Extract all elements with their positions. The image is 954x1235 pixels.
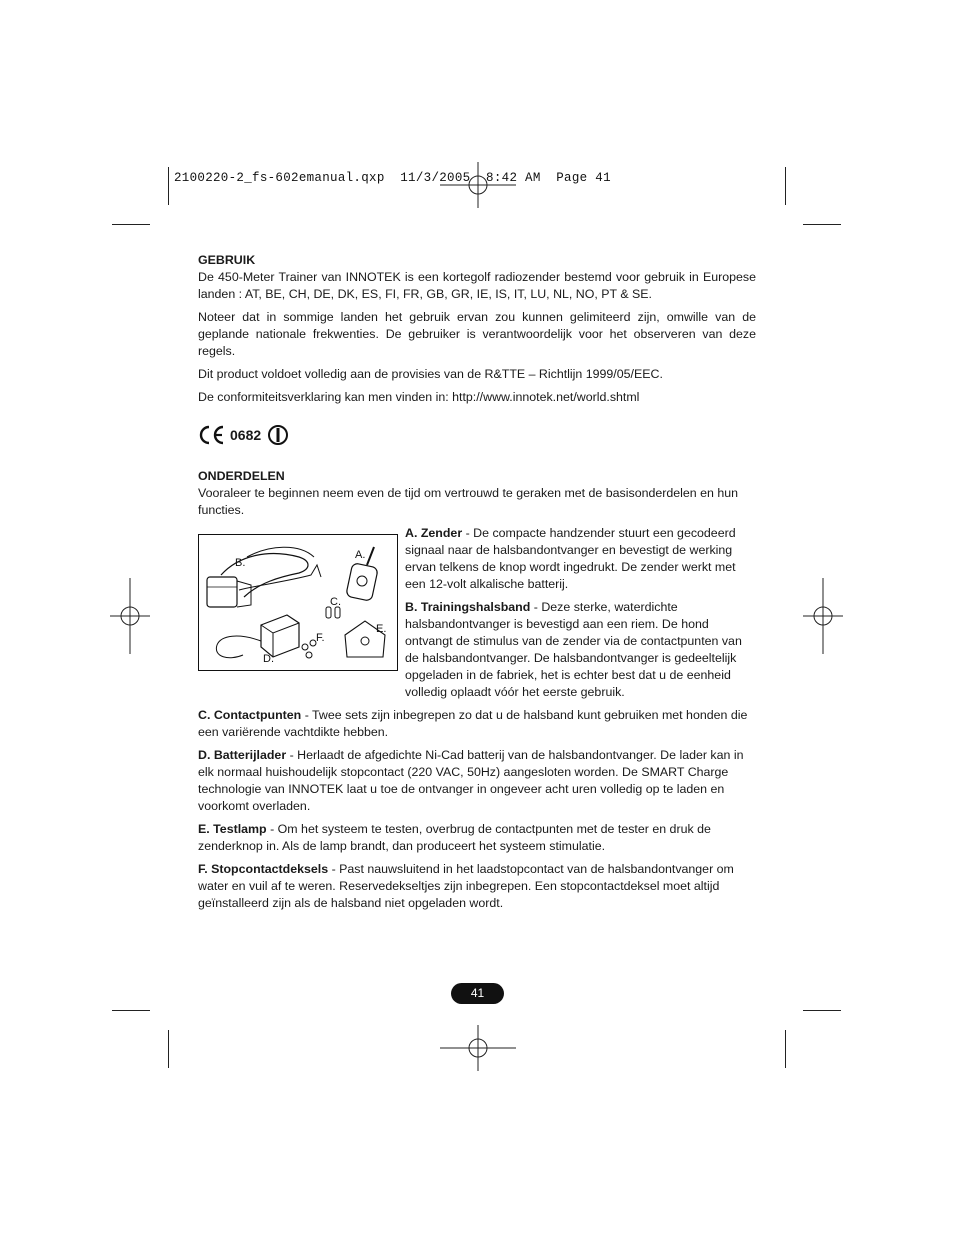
crop-mark-top-right-h: [803, 224, 841, 225]
part-e-title: E. Testlamp: [198, 822, 267, 836]
part-e-text: - Om het systeem te testen, overbrug de contactpunten met de tester en druk de zenderknop in. Als de lamp brandt, dan produceert het systeem stimulatie.: [198, 822, 711, 853]
figure-label-e: E.: [376, 623, 387, 635]
part-c: [198, 707, 756, 741]
part-c-title: C. Contactpunten: [198, 708, 302, 722]
registration-mark-right: [803, 578, 843, 654]
part-a-text: - De compacte handzender stuurt een gecodeerd signaal naar de halsbandontvanger en bevestigt de werking ervan telkens de knop wordt ingedrukt. De zender werkt met een 12-volt alkalische batterij.: [405, 526, 736, 591]
page-content: [198, 252, 756, 918]
gebruik-paragraph-1: De 450-Meter Trainer van INNOTEK is een kortegolf radiozender bestemd voor gebruik in Europese landen : AT, BE, CH, DE, DK, ES, FI, FR, GB, GR, IE, IS, IT, LU, NL, NO, PT & SE.: [198, 270, 756, 301]
crop-mark-bottom-right-v: [785, 1030, 786, 1068]
part-a-title: A. Zender: [405, 526, 463, 540]
components-illustration: [198, 534, 398, 671]
page-number-badge: 41: [451, 983, 504, 1004]
figure-label-a: A.: [355, 549, 366, 561]
part-e: [198, 821, 756, 855]
part-b-text: - Deze sterke, waterdichte halsbandontvanger is bevestigd aan een riem. De hond ontvangt de stimulus van de zender via de contactpunten van de halsbandontvanger. De halsbandontvanger is gedeeltelijk opgeladen in de fabriek, het is echter best dat u de eenheid volledig oplaadt vóór het eerste gebruik.: [405, 600, 742, 699]
ce-mark-icon: [198, 425, 226, 445]
crop-mark-bottom-left-v: [168, 1030, 169, 1068]
gebruik-paragraph-3: Dit product voldoet volledig aan de provisies van de R&TTE – Richtlijn 1999/05/EEC.: [198, 367, 663, 381]
components-drawing: [199, 535, 397, 670]
parts-a-b-text: [405, 525, 756, 707]
crop-mark-top-left-h: [112, 224, 150, 225]
gebruik-paragraph-2: Noteer dat in sommige landen het gebruik ervan zou kunnen gelimiteerd zijn, omwille van de geplande nationale frekwenties. De gebruiker is verantwoordelijk voor het observeren van deze regels.: [198, 310, 756, 358]
part-f: [198, 861, 756, 912]
parts-section: [198, 525, 756, 707]
figure-label-f: F.: [316, 632, 325, 644]
part-d-title: D. Batterijlader: [198, 748, 287, 762]
onderdelen-intro: Vooraleer te beginnen neem even de tijd om vertrouwd te geraken met de basisonderdelen en hun functies.: [198, 486, 739, 517]
notified-body-number: 0682: [230, 426, 262, 443]
part-b-title: B. Trainingshalsband: [405, 600, 531, 614]
print-slug: 2100220-2_fs-602emanual.qxp 11/3/2005 8:42 AM Page 41: [174, 171, 611, 185]
crop-mark-top-left-v: [168, 167, 169, 205]
figure-label-c: C.: [330, 596, 341, 608]
part-d: [198, 747, 756, 815]
part-b: [405, 599, 756, 701]
ce-marking: [198, 422, 756, 448]
part-a: [405, 525, 756, 593]
part-f-text: - Past nauwsluitend in het laadstopcontact van de halsbandontvanger om water en vuil af te weren. Reservedekseltjes zijn inbegrepen. Een stopcontactdeksel moet altijd geïnstalleerd zijn als de halsband niet opgeladen wordt.: [198, 862, 734, 910]
figure-label-d: D.: [263, 653, 274, 665]
crop-mark-bottom-left-h: [112, 1010, 150, 1011]
registration-mark-bottom: [440, 1025, 516, 1071]
registration-mark-top: [440, 162, 516, 208]
registration-mark-left: [110, 578, 150, 654]
part-f-title: F. Stopcontactdeksels: [198, 862, 329, 876]
gebruik-heading: GEBRUIK: [198, 253, 256, 267]
part-c-text: - Twee sets zijn inbegrepen zo dat u de halsband kunt gebruiken met honden die een variërende vachtdikte hebben.: [198, 708, 748, 739]
onderdelen-heading: ONDERDELEN: [198, 469, 285, 483]
gebruik-paragraph-4: De conformiteitsverklaring kan men vinden in: http://www.innotek.net/world.shtml: [198, 390, 640, 404]
crop-mark-top-right-v: [785, 167, 786, 205]
alert-class-icon: [267, 424, 289, 446]
crop-mark-bottom-right-h: [803, 1010, 841, 1011]
figure-label-b: B.: [235, 557, 246, 569]
part-d-text: - Herlaadt de afgedichte Ni-Cad batterij van de halsbandontvanger. De lader kan in elk normaal huishoudelijk stopcontact (220 VAC, 50Hz) aangesloten worden. De SMART Charge technologie van INNOTEK laat u toe de ontvanger in ongeveer acht uren volledig op te laden en voorkomt overladen.: [198, 748, 744, 813]
